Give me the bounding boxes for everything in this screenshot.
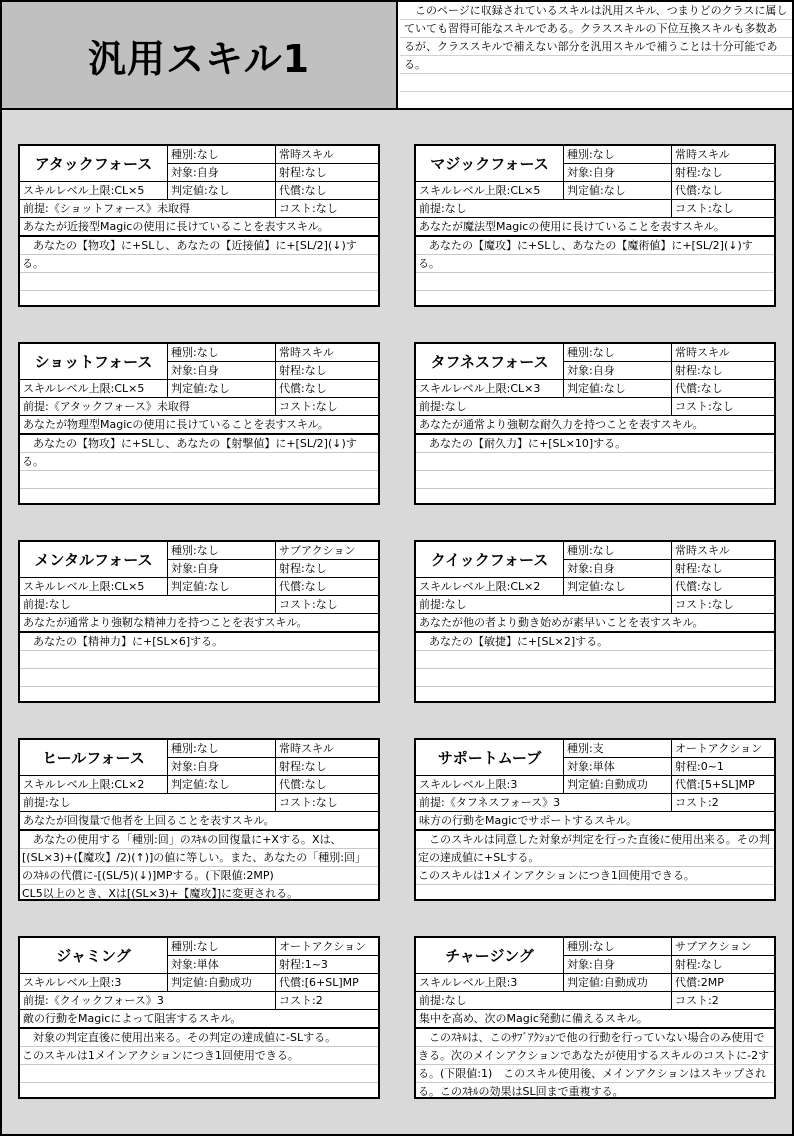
skill-target: 対象:自身	[564, 164, 672, 182]
skill-name: アタックフォース	[20, 146, 168, 182]
skill-description: このスキルは同意した対象が判定を行った直後に使用出来る。その判定の達成値に+SLする。 このスキルは1メインアクションにつき1回使用できる。	[416, 831, 774, 899]
skill-card	[414, 936, 776, 1099]
skill-name: ジャミング	[20, 938, 168, 974]
skill-price: 代償:[5+SL]MP	[672, 776, 774, 794]
skill-check: 判定値:なし	[564, 578, 672, 596]
skill-name: クイックフォース	[416, 542, 564, 578]
skill-prereq: 前提:《タフネスフォース》3	[416, 794, 672, 812]
skill-check: 判定値:なし	[564, 182, 672, 200]
skill-type: 種別:なし	[168, 938, 276, 956]
skill-description: あなたの【物攻】に+SLし、あなたの【近接値】に+[SL/2](↓)する。	[20, 237, 378, 305]
skill-price: 代償:なし	[276, 182, 378, 200]
skill-max-level: スキルレベル上限:CL×2	[416, 578, 564, 596]
skill-card	[18, 540, 380, 703]
skill-price: 代償:なし	[672, 182, 774, 200]
skill-check: 判定値:なし	[564, 380, 672, 398]
skill-cost: コスト:なし	[276, 596, 378, 614]
skill-type: 種別:支	[564, 740, 672, 758]
skill-prereq: 前提:なし	[416, 398, 672, 416]
skill-summary: あなたが他の者より動き始めが素早いことを表すスキル。	[416, 614, 774, 633]
skill-target: 対象:自身	[168, 758, 276, 776]
skill-price: 代償:なし	[672, 578, 774, 596]
skill-price: 代償:なし	[276, 380, 378, 398]
skill-range: 射程:なし	[276, 164, 378, 182]
skill-name: メンタルフォース	[20, 542, 168, 578]
skill-target: 対象:自身	[564, 362, 672, 380]
skill-description: あなたの【精神力】に+[SL×6]する。	[20, 633, 378, 701]
skill-cost: コスト:2	[672, 992, 774, 1010]
skill-max-level: スキルレベル上限:CL×5	[20, 182, 168, 200]
skill-max-level: スキルレベル上限:3	[20, 974, 168, 992]
skill-card	[18, 738, 380, 901]
skill-max-level: スキルレベル上限:3	[416, 776, 564, 794]
skill-timing: 常時スキル	[672, 344, 774, 362]
skill-timing: 常時スキル	[276, 146, 378, 164]
skill-check: 判定値:自動成功	[564, 776, 672, 794]
skill-price: 代償:2MP	[672, 974, 774, 992]
skill-check: 判定値:なし	[168, 182, 276, 200]
skill-summary: あなたが通常より強靭な精神力を持つことを表すスキル。	[20, 614, 378, 633]
skill-summary: あなたが物理型Magicの使用に長けていることを表すスキル。	[20, 416, 378, 435]
skill-prereq: 前提:なし	[416, 596, 672, 614]
skill-range: 射程:なし	[276, 362, 378, 380]
skill-type: 種別:なし	[564, 146, 672, 164]
skill-timing: 常時スキル	[672, 542, 774, 560]
skill-range: 射程:なし	[276, 560, 378, 578]
skill-prereq: 前提:なし	[416, 992, 672, 1010]
skill-max-level: スキルレベル上限:CL×5	[20, 578, 168, 596]
intro-text: このページに収録されているスキルは汎用スキル、つまりどのクラスに属していても習得可能なスキルである。クラススキルの下位互換スキルも多数あるが、クラススキルで補えない部分を汎用スキルで補うことは十分可能である。	[400, 2, 792, 108]
skill-cost: コスト:なし	[276, 200, 378, 218]
skill-cost: コスト:2	[276, 992, 378, 1010]
skill-card	[18, 342, 380, 505]
skill-target: 対象:単体	[564, 758, 672, 776]
skill-name: タフネスフォース	[416, 344, 564, 380]
skill-check: 判定値:なし	[168, 578, 276, 596]
skill-name: マジックフォース	[416, 146, 564, 182]
skill-card	[18, 936, 380, 1099]
skill-cost: コスト:なし	[276, 398, 378, 416]
skill-card	[414, 540, 776, 703]
skill-summary: あなたが近接型Magicの使用に長けていることを表すスキル。	[20, 218, 378, 237]
skill-type: 種別:なし	[168, 740, 276, 758]
skill-summary: 味方の行動をMagicでサポートするスキル。	[416, 812, 774, 831]
skill-check: 判定値:なし	[168, 776, 276, 794]
skill-type: 種別:なし	[564, 938, 672, 956]
skill-type: 種別:なし	[168, 344, 276, 362]
skill-summary: あなたが回復量で他者を上回ることを表すスキル。	[20, 812, 378, 831]
skill-description: このｽｷﾙは、このｻﾌﾞｱｸｼｮﾝで他の行動を行っていない場合のみ使用できる。次のメインアクションであなたが使用するスキルのコストに-2する。(下限値:1) このスキル使用後、メインアクションはスキップされる。このｽｷﾙの効果はSL回まで重複する。	[416, 1029, 774, 1097]
skill-price: 代償:[6+SL]MP	[276, 974, 378, 992]
skill-name: ヒールフォース	[20, 740, 168, 776]
skill-target: 対象:自身	[564, 956, 672, 974]
skill-range: 射程:なし	[672, 956, 774, 974]
title-box	[2, 2, 398, 108]
skill-description: あなたの【敏捷】に+[SL×2]する。	[416, 633, 774, 701]
skill-timing: オートアクション	[672, 740, 774, 758]
skill-name: ショットフォース	[20, 344, 168, 380]
skill-type: 種別:なし	[564, 542, 672, 560]
skill-cost: コスト:なし	[672, 398, 774, 416]
skill-target: 対象:自身	[564, 560, 672, 578]
skill-max-level: スキルレベル上限:CL×3	[416, 380, 564, 398]
skill-prereq: 前提:なし	[20, 794, 276, 812]
skill-max-level: スキルレベル上限:CL×2	[20, 776, 168, 794]
skill-description: 対象の判定直後に使用出来る。その判定の達成値に-SLする。 このスキルは1メインアクションにつき1回使用できる。	[20, 1029, 378, 1097]
skill-cost: コスト:なし	[276, 794, 378, 812]
skill-check: 判定値:自動成功	[564, 974, 672, 992]
skill-range: 射程:なし	[672, 362, 774, 380]
skill-type: 種別:なし	[168, 146, 276, 164]
skill-prereq: 前提:《ショットフォース》未取得	[20, 200, 276, 218]
skill-cost: コスト:なし	[672, 200, 774, 218]
skill-max-level: スキルレベル上限:CL×5	[416, 182, 564, 200]
skill-timing: 常時スキル	[276, 740, 378, 758]
skill-prereq: 前提:《クイックフォース》3	[20, 992, 276, 1010]
skill-target: 対象:自身	[168, 164, 276, 182]
skill-description: あなたの【魔攻】に+SLし、あなたの【魔術値】に+[SL/2](↓)する。	[416, 237, 774, 305]
skill-target: 対象:自身	[168, 362, 276, 380]
skill-price: 代償:なし	[276, 776, 378, 794]
skill-max-level: スキルレベル上限:3	[416, 974, 564, 992]
skill-summary: あなたが魔法型Magicの使用に長けていることを表すスキル。	[416, 218, 774, 237]
skill-description: あなたの【耐久力】に+[SL×10]する。	[416, 435, 774, 503]
skill-cost: コスト:なし	[672, 596, 774, 614]
page-header	[2, 2, 792, 110]
skill-prereq: 前提:なし	[20, 596, 276, 614]
skill-summary: あなたが通常より強靭な耐久力を持つことを表すスキル。	[416, 416, 774, 435]
skill-description: あなたの【物攻】に+SLし、あなたの【射撃値】に+[SL/2](↓)する。	[20, 435, 378, 503]
skill-range: 射程:なし	[672, 164, 774, 182]
skill-timing: 常時スキル	[276, 344, 378, 362]
skill-range: 射程:なし	[276, 758, 378, 776]
skill-name: サポートムーブ	[416, 740, 564, 776]
skill-check: 判定値:自動成功	[168, 974, 276, 992]
skill-card	[18, 144, 380, 307]
skill-prereq: 前提:《アタックフォース》未取得	[20, 398, 276, 416]
skill-target: 対象:自身	[168, 560, 276, 578]
skill-summary: 敵の行動をMagicによって阻害するスキル。	[20, 1010, 378, 1029]
skill-type: 種別:なし	[564, 344, 672, 362]
page-title: 汎用スキル1	[87, 36, 311, 81]
skill-timing: 常時スキル	[672, 146, 774, 164]
skill-cost: コスト:2	[672, 794, 774, 812]
skill-range: 射程:1~3	[276, 956, 378, 974]
skill-check: 判定値:なし	[168, 380, 276, 398]
skill-range: 射程:なし	[672, 560, 774, 578]
skill-card	[414, 738, 776, 901]
skill-target: 対象:単体	[168, 956, 276, 974]
skill-summary: 集中を高め、次のMagic発動に備えるスキル。	[416, 1010, 774, 1029]
skill-name: チャージング	[416, 938, 564, 974]
skill-card	[414, 342, 776, 505]
skill-type: 種別:なし	[168, 542, 276, 560]
skill-description: あなたの使用する「種別:回」のｽｷﾙの回復量に+Xする。Xは、[(SL×3)+(【魔攻】/2)(↑)]の値に等しい。また、あなたの「種別:回」のｽｷﾙの代償に-[(SL/5)(↓)]MPする。(下限値:2MP) CL5以上のとき、Xは[(SL×3)+【魔攻】]に変更される。	[20, 831, 378, 899]
skill-timing: オートアクション	[276, 938, 378, 956]
skill-max-level: スキルレベル上限:CL×5	[20, 380, 168, 398]
skill-timing: サブアクション	[672, 938, 774, 956]
skill-prereq: 前提:なし	[416, 200, 672, 218]
skill-range: 射程:0~1	[672, 758, 774, 776]
skill-card	[414, 144, 776, 307]
skill-price: 代償:なし	[276, 578, 378, 596]
skill-timing: サブアクション	[276, 542, 378, 560]
skill-price: 代償:なし	[672, 380, 774, 398]
